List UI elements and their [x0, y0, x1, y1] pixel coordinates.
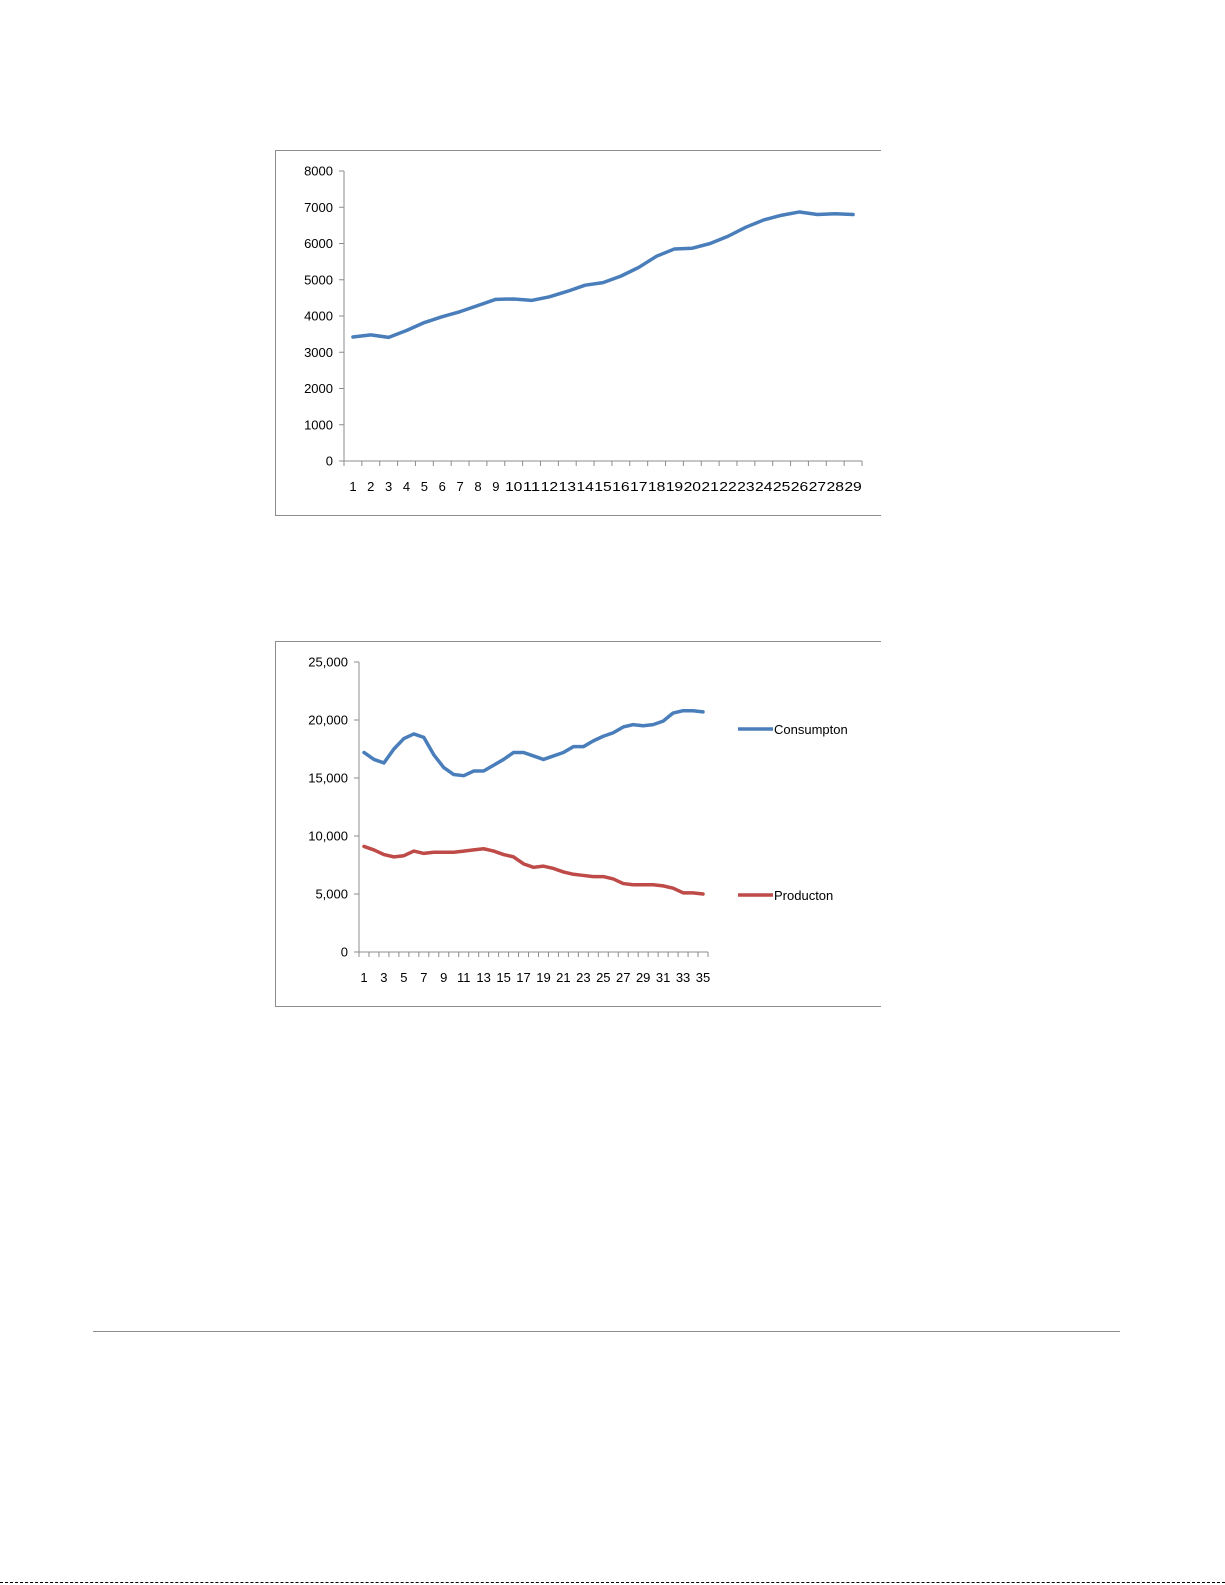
chart-0-x-tick-label: 22: [719, 479, 737, 494]
chart-2-svg: [276, 642, 881, 1006]
chart-0-x-tick-label: 11: [522, 479, 541, 494]
chart-0-x-tick-label: 18: [647, 479, 666, 494]
chart-0-x-tick-label: 12: [540, 479, 559, 494]
chart-0-x-tick-label: 17: [629, 479, 648, 494]
chart-0-y-tick-label: 0: [325, 453, 333, 469]
chart-0-x-tick-label: 3: [385, 479, 393, 494]
chart-1-x-tick-label: 11: [456, 970, 471, 985]
chart-1-x-tick-label: 23: [576, 970, 591, 985]
chart-0-x-tick-label: 4: [402, 479, 411, 494]
chart-0-x-tick-label: 2: [367, 479, 375, 494]
chart-1-x-tick-label: 35: [695, 970, 711, 985]
chart-1-y-tick-label: 10,000: [308, 828, 348, 844]
chart-0-x-tick-label: 20: [683, 479, 702, 494]
chart-1-x-tick-label: 33: [675, 970, 691, 985]
chart-1-legend-label: Consumpton: [774, 722, 848, 737]
chart-1-x-tick-label: 19: [536, 970, 551, 985]
chart-0-x-tick-label: 6: [438, 479, 446, 494]
chart-0-x-tick-label: 19: [665, 479, 684, 494]
chart-0-x-tick-label: 5: [420, 479, 428, 494]
chart-0-x-tick-label: 14: [576, 479, 594, 494]
chart-1-x-tick-label: 9: [440, 970, 448, 985]
chart-0-x-tick-label: 9: [492, 479, 500, 494]
chart-0-y-tick-label: 1000: [304, 417, 333, 433]
chart-1-y-tick-label: 0: [340, 944, 348, 960]
chart-0-y-tick-label: 3000: [304, 344, 333, 360]
chart-0-x-tick-label: 7: [456, 479, 464, 494]
chart-1-series-2-line: [364, 846, 703, 894]
chart-1-y-tick-label: 25,000: [308, 654, 348, 670]
chart-1-x-tick-label: 1: [360, 970, 368, 985]
chart-0-x-tick-label: 27: [808, 479, 827, 494]
chart-1-y-tick-label: 20,000: [308, 712, 348, 728]
chart-0-y-tick-label: 6000: [304, 236, 333, 251]
chart-0-series-1-line: [353, 212, 853, 337]
chart-0-x-tick-label: 15: [594, 479, 612, 494]
chart-0-x-tick-label: 1: [349, 479, 357, 494]
chart-0-x-tick-label: 10: [504, 479, 523, 494]
chart-0-y-tick-label: 4000: [304, 308, 333, 324]
chart-0-x-tick-label: 25: [772, 479, 791, 494]
chart-0-x-tick-label: 21: [701, 479, 719, 494]
chart-0-x-tick-label: 26: [790, 479, 809, 494]
chart-1-x-tick-label: 13: [476, 970, 491, 985]
chart-1-x-tick-label: 21: [556, 970, 571, 985]
chart-0-x-tick-label: 28: [826, 479, 844, 494]
chart-0-y-tick-label: 8000: [304, 163, 333, 179]
footer-divider: [93, 1331, 1120, 1332]
chart-1-legend-label: Producton: [774, 888, 834, 903]
chart-0-y-tick-label: 5000: [304, 272, 333, 288]
chart-0-x-tick-label: 13: [558, 479, 577, 494]
chart-1-x-tick-label: 17: [516, 970, 531, 985]
chart-0-x-tick-label: 23: [737, 479, 755, 494]
chart-0-x-tick-label: 8: [474, 479, 482, 494]
chart-1-series-1-line: [364, 711, 703, 776]
chart-1-svg: [276, 151, 881, 515]
chart-1-x-tick-label: 25: [596, 970, 611, 985]
chart-0-y-tick-label: 2000: [304, 381, 333, 396]
chart-1-x-tick-label: 27: [616, 970, 631, 985]
chart-0-x-tick-label: 16: [612, 479, 630, 494]
chart-1-x-tick-label: 31: [655, 970, 671, 985]
chart-1-x-tick-label: 3: [380, 970, 388, 985]
chart-0-x-tick-label: 24: [755, 479, 773, 494]
chart-1-x-tick-label: 5: [400, 970, 408, 985]
page-bottom-edge: [0, 1582, 1225, 1583]
chart-0-y-tick-label: 7000: [304, 199, 333, 215]
chart-1-x-tick-label: 29: [635, 970, 651, 985]
chart-1-frame: [275, 150, 881, 516]
chart-1-y-tick-label: 5,000: [315, 886, 348, 902]
chart-2-frame: [275, 641, 881, 1007]
chart-1-x-tick-label: 7: [420, 970, 428, 985]
chart-1-x-tick-label: 15: [496, 970, 511, 985]
chart-0-x-tick-label: 29: [844, 479, 862, 494]
chart-1-y-tick-label: 15,000: [308, 770, 348, 786]
